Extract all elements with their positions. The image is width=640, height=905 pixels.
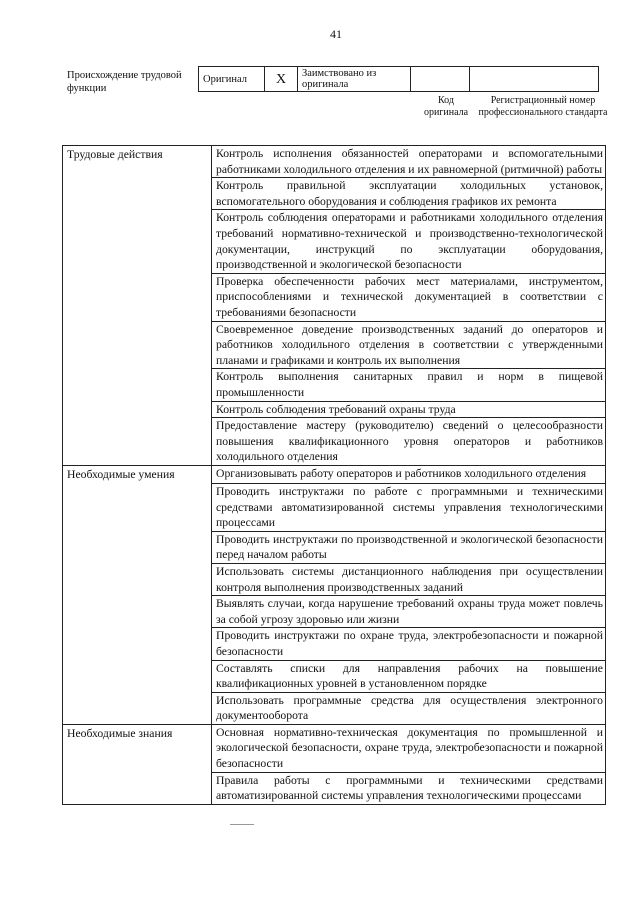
section-label-spacer (63, 563, 212, 595)
labor-function-table (62, 145, 606, 805)
table-cell: Основная нормативно-техническая документация по промышленной и экологической безопасности, охране труда, электробезопасности и пожарной безопасности (212, 724, 606, 772)
table-cell: Использовать системы дистанционного наблюдения при осуществлении контроля выполнения производственных заданий (212, 563, 606, 595)
reg-number-cell (470, 67, 599, 92)
table-row (63, 465, 606, 483)
table-cell: Контроль соблюдения операторами и работниками холодильного отделения требований нормативно-технической и производственно-технологической документации, инструкций по эксплуатации оборудования, производственной и экологической безопасности (212, 210, 606, 273)
table-row (63, 321, 606, 369)
table-row (63, 401, 606, 418)
table-row (63, 596, 606, 628)
section-label-spacer (63, 369, 212, 401)
table-cell: Составлять списки для направления рабочих на повышение квалификационных уровней в установленном порядке (212, 660, 606, 692)
table-cell: Правила работы с программными и техническими средствами автоматизированной системы управления технологическими процессами (212, 772, 606, 804)
table-row (63, 418, 606, 466)
original-mark: X (265, 67, 298, 92)
table-row (63, 724, 606, 772)
section-label-spacer (63, 273, 212, 321)
section-label-spacer (63, 772, 212, 804)
section-label-spacer (63, 178, 212, 210)
table-row (63, 563, 606, 595)
page-number: 41 (330, 27, 342, 41)
section-label-spacer (63, 692, 212, 724)
code-caption: Код оригинала (423, 95, 469, 118)
table-cell: Проводить инструктажи по охране труда, электробезопасности и пожарной безопасности (212, 628, 606, 660)
section-label-spacer (63, 628, 212, 660)
section-label-spacer (63, 531, 212, 563)
table-row (63, 483, 606, 531)
table-cell: Контроль выполнения санитарных правил и норм в пищевой промышленности (212, 369, 606, 401)
table-cell: Контроль соблюдения требований охраны труда (212, 401, 606, 418)
section-label-spacer (63, 401, 212, 418)
table-row (63, 660, 606, 692)
table-row (63, 772, 606, 804)
section-label: Трудовые действия (63, 146, 212, 178)
section-label-spacer (63, 321, 212, 369)
borrowed-cell: Заимствовано из оригинала (298, 67, 411, 92)
origin-label: Происхождение трудовой функции (67, 70, 182, 94)
section-label-spacer (63, 596, 212, 628)
code-cell (411, 67, 470, 92)
table-row (63, 210, 606, 273)
table-cell: Контроль правильной эксплуатации холодильных установок, вспомогательного оборудования и соблюдения графиков их ремонта (212, 178, 606, 210)
footer-divider (230, 824, 254, 825)
section-label: Необходимые знания (63, 724, 212, 772)
table-cell: Проводить инструктажи по работе с программными и техническими средствами автоматизированной системы управления технологическими процессами (212, 483, 606, 531)
table-row (63, 178, 606, 210)
table-cell: Проверка обеспеченности рабочих мест материалами, инструментом, приспособлениями и технической документацией в соответствии с требованиями безопасности (212, 273, 606, 321)
table-cell: Своевременное доведение производственных заданий до операторов и работников холодильного отделения в соответствии с утвержденными планами и графиками и контроль их выполнения (212, 321, 606, 369)
table-cell: Проводить инструктажи по производственной и экологической безопасности перед началом работы (212, 531, 606, 563)
table-row (63, 369, 606, 401)
table-cell: Организовывать работу операторов и работников холодильного отделения (212, 465, 606, 483)
reg-number-caption: Регистрационный номер профессионального стандарта (478, 95, 608, 118)
table-cell: Предоставление мастеру (руководителю) сведений о целесообразности повышения квалификационного уровня операторов и работников холодильного отделения (212, 418, 606, 466)
section-label-spacer (63, 418, 212, 466)
table-row (63, 146, 606, 178)
table-row (63, 628, 606, 660)
section-label: Необходимые умения (63, 465, 212, 483)
table-row (63, 273, 606, 321)
table-row (63, 692, 606, 724)
table-row (63, 531, 606, 563)
section-label-spacer (63, 210, 212, 273)
table-cell: Контроль исполнения обязанностей операторами и вспомогательными работниками холодильного отделения и их равномерной (ритмичной) работы (212, 146, 606, 178)
section-label-spacer (63, 660, 212, 692)
table-cell: Использовать программные средства для осуществления электронного документооборота (212, 692, 606, 724)
section-label-spacer (63, 483, 212, 531)
table-cell: Выявлять случаи, когда нарушение требований охраны труда может повлечь за собой угрозу здоровью или жизни (212, 596, 606, 628)
origin-table (198, 66, 599, 92)
original-cell: Оригинал (199, 67, 265, 92)
